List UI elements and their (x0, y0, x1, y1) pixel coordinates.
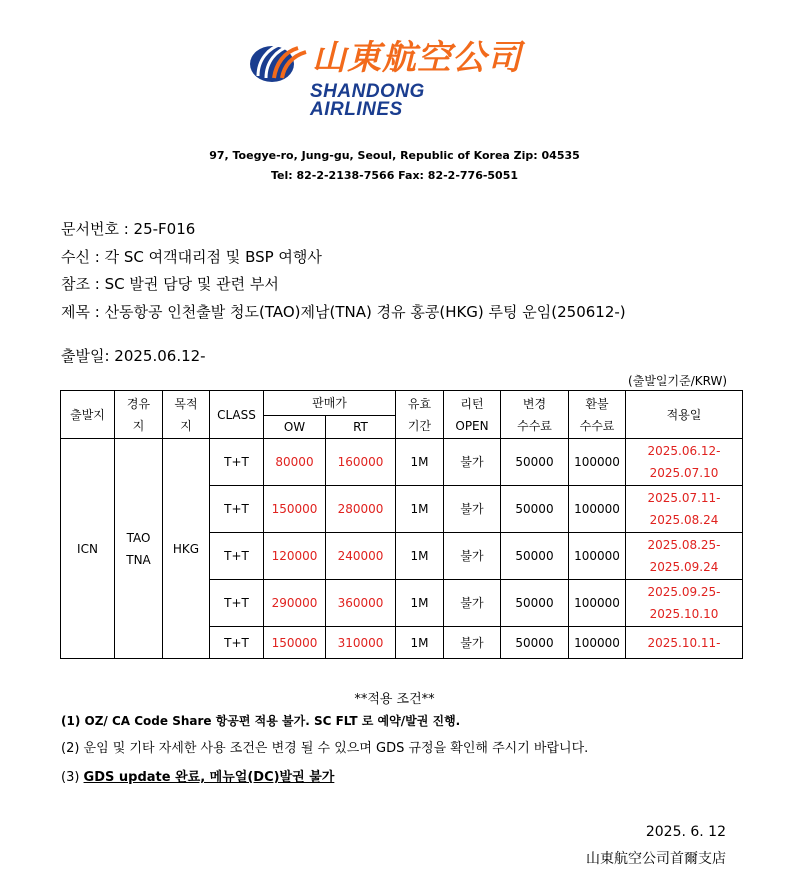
cell-change-fee: 50000 (501, 439, 569, 486)
cell-validity: 1M (396, 533, 444, 580)
cell-validity: 1M (396, 580, 444, 627)
cell-refund-fee: 100000 (569, 627, 626, 659)
header-rt: RT (326, 416, 396, 439)
header-refund-fee: 환불 수수료 (569, 391, 626, 439)
cell-return-open: 불가 (444, 533, 501, 580)
cell-rt: 280000 (326, 486, 396, 533)
cell-change-fee: 50000 (501, 580, 569, 627)
cell-validity: 1M (396, 627, 444, 659)
cell-class: T+T (210, 439, 264, 486)
cell-apply-date: 2025.08.25- 2025.09.24 (626, 533, 743, 580)
cell-refund-fee: 100000 (569, 486, 626, 533)
cell-apply-date: 2025.10.11- (626, 627, 743, 659)
conditions-title: **적용 조건** (354, 692, 435, 707)
shandong-airlines-emblem-icon (248, 38, 310, 82)
document-number: 문서번호 : 25-F016 (61, 220, 196, 238)
header-class: CLASS (210, 391, 264, 439)
cell-change-fee: 50000 (501, 486, 569, 533)
condition-3: (3) GDS update 완료, 메뉴얼(DC)발권 불가 (61, 770, 335, 785)
company-address: 97, Toegye-ro, Jung-gu, Seoul, Republic of Korea Zip: 04535 (209, 149, 580, 162)
cell-validity: 1M (396, 439, 444, 486)
cell-refund-fee: 100000 (569, 533, 626, 580)
header-apply-date: 적용일 (626, 391, 743, 439)
issuing-branch: 山東航空公司首爾支店 (586, 851, 726, 867)
cell-rt: 310000 (326, 627, 396, 659)
cell-origin: ICN (61, 439, 115, 659)
header-via: 경유 지 (115, 391, 163, 439)
cell-ow: 120000 (264, 533, 326, 580)
logo-chinese-name: 山東航空公司 (312, 38, 522, 78)
cell-return-open: 불가 (444, 627, 501, 659)
recipient-line: 수신 : 각 SC 여객대리점 및 BSP 여행사 (61, 248, 322, 266)
header-change-fee: 변경 수수료 (501, 391, 569, 439)
reference-line: 참조 : SC 발권 담당 및 관련 부서 (61, 275, 279, 293)
condition-2: (2) 운임 및 기타 자세한 사용 조건은 변경 될 수 있으며 GDS 규정을 확인해 주시기 바랍니다. (61, 741, 589, 756)
header-ow: OW (264, 416, 326, 439)
cell-ow: 290000 (264, 580, 326, 627)
cell-ow: 80000 (264, 439, 326, 486)
logo-english-line1: SHANDONG (310, 81, 425, 102)
condition-3-emphasis: GDS update 완료, 메뉴얼(DC)발권 불가 (83, 770, 335, 785)
cell-return-open: 불가 (444, 580, 501, 627)
cell-class: T+T (210, 580, 264, 627)
currency-unit-note: (출발일기준/KRW) (628, 374, 727, 388)
company-phone-fax: Tel: 82-2-2138-7566 Fax: 82-2-776-5051 (270, 169, 519, 182)
cell-apply-date: 2025.06.12- 2025.07.10 (626, 439, 743, 486)
logo-english-line2: AIRLINES (310, 99, 403, 120)
cell-apply-date: 2025.09.25- 2025.10.10 (626, 580, 743, 627)
cell-ow: 150000 (264, 486, 326, 533)
header-destination: 목적 지 (163, 391, 210, 439)
cell-change-fee: 50000 (501, 627, 569, 659)
cell-destination: HKG (163, 439, 210, 659)
subject-line: 제목 : 산동항공 인천출발 청도(TAO)제남(TNA) 경유 홍콩(HKG) 루팅 운임(250612-) (61, 303, 626, 321)
cell-change-fee: 50000 (501, 533, 569, 580)
header-return-open: 리턴 OPEN (444, 391, 501, 439)
cell-refund-fee: 100000 (569, 439, 626, 486)
cell-return-open: 불가 (444, 486, 501, 533)
cell-validity: 1M (396, 486, 444, 533)
cell-refund-fee: 100000 (569, 580, 626, 627)
cell-apply-date: 2025.07.11- 2025.08.24 (626, 486, 743, 533)
header-validity: 유효 기간 (396, 391, 444, 439)
cell-via: TAO TNA (115, 439, 163, 659)
cell-return-open: 불가 (444, 439, 501, 486)
fare-table (60, 390, 743, 659)
header-origin: 출발지 (61, 391, 115, 439)
company-logo (248, 36, 538, 122)
cell-class: T+T (210, 486, 264, 533)
cell-ow: 150000 (264, 627, 326, 659)
cell-class: T+T (210, 533, 264, 580)
header-sale-price: 판매가 (264, 391, 396, 416)
table-row (61, 439, 743, 486)
issue-date: 2025. 6. 12 (645, 824, 726, 840)
cell-rt: 240000 (326, 533, 396, 580)
cell-rt: 360000 (326, 580, 396, 627)
cell-rt: 160000 (326, 439, 396, 486)
condition-1: (1) OZ/ CA Code Share 항공편 적용 불가. SC FLT 로 예약/발권 진행. (61, 714, 461, 728)
cell-class: T+T (210, 627, 264, 659)
departure-date-line: 출발일: 2025.06.12- (61, 347, 206, 365)
